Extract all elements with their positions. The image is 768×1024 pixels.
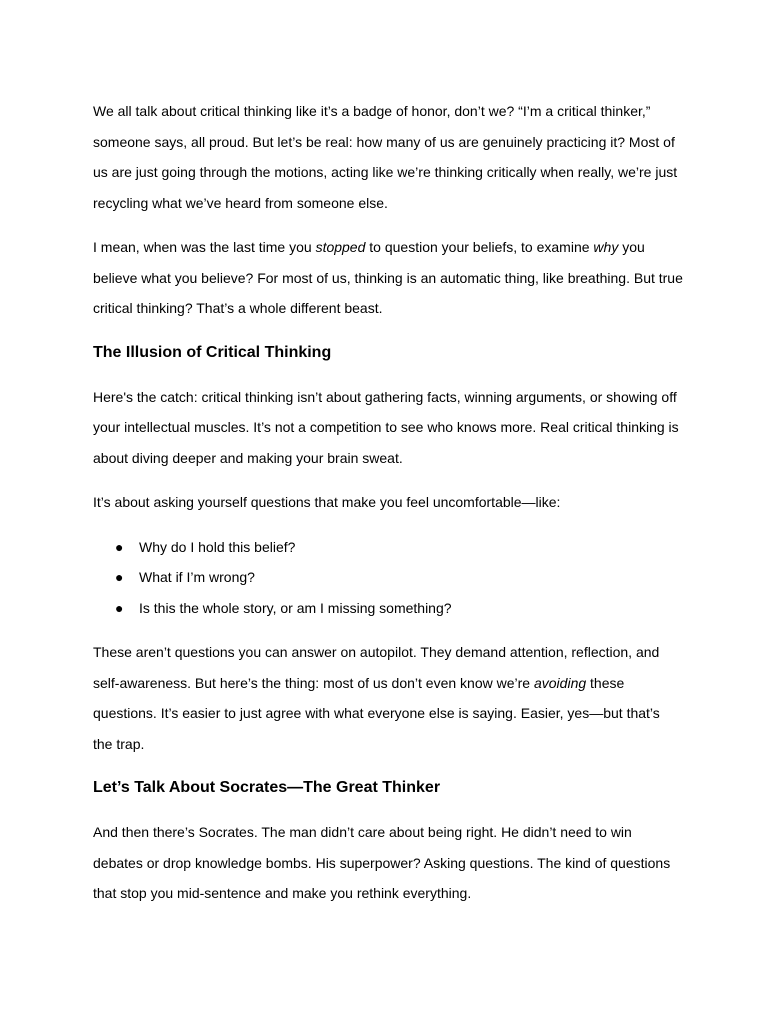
question-list bbox=[93, 532, 683, 624]
paragraph-question-beliefs bbox=[93, 232, 683, 324]
list-item bbox=[93, 593, 683, 624]
heading-socrates: Let’s Talk About Socrates—The Great Thinker bbox=[93, 779, 441, 796]
paragraph-socrates: And then there’s Socrates. The man didn’t care about being right. He didn’t need to win debates or drop knowledge bombs. His superpower? Asking questions. The kind of questions that stop you mid-sentence and make you rethink everything. bbox=[93, 824, 671, 901]
text-run: these questions. It’s easier to just agree with what everyone else is saying. Easier, yes—but that’s the trap. bbox=[93, 674, 660, 752]
heading-illusion: The Illusion of Critical Thinking bbox=[93, 343, 332, 361]
text-run: you believe what you believe? For most of us, thinking is an automatic thing, like breathing. But true critical thinking? That’s a whole different beast. bbox=[93, 239, 683, 316]
list-item-text: Is this the whole story, or am I missing something? bbox=[139, 599, 452, 616]
paragraph-autopilot bbox=[93, 637, 683, 759]
paragraph-asking-questions: It’s about asking yourself questions that make you feel uncomfortable—like: bbox=[93, 494, 561, 510]
bullet-icon: ● bbox=[115, 599, 124, 616]
paragraph-catch: Here's the catch: critical thinking isn’t about gathering facts, winning arguments, or showing off your intellectual muscles. It’s not a competition to see who knows more. Real critical thinking is about diving deeper and making your brain sweat. bbox=[93, 388, 679, 466]
emphasis-why: why bbox=[593, 239, 619, 255]
list-item bbox=[93, 532, 683, 563]
paragraph-intro: We all talk about critical thinking like it’s a badge of honor, don’t we? “I’m a critical thinker,” someone says, all proud. But let’s be real: how many of us are genuinely practicing it? Most of us are just going through the motions, acting like we’re thinking critically when really, we’re just recycling what we’ve heard from someone else. bbox=[93, 103, 678, 211]
emphasis-avoiding: avoiding bbox=[533, 674, 587, 691]
text-run: These aren’t questions you can answer on autopilot. They demand attention, reflection, and self-awareness. But here’s the thing: most of us don’t even know we’re bbox=[93, 644, 660, 691]
list-item bbox=[93, 562, 683, 593]
document-page bbox=[93, 96, 683, 923]
bullet-icon: ● bbox=[115, 538, 124, 555]
text-run: to question your beliefs, to examine bbox=[365, 239, 594, 255]
text-run: I mean, when was the last time you bbox=[93, 239, 316, 255]
emphasis-stopped: stopped bbox=[315, 239, 366, 255]
list-item-text: What if I’m wrong? bbox=[139, 569, 255, 585]
list-item-text: Why do I hold this belief? bbox=[139, 538, 296, 555]
bullet-icon: ● bbox=[115, 569, 124, 585]
